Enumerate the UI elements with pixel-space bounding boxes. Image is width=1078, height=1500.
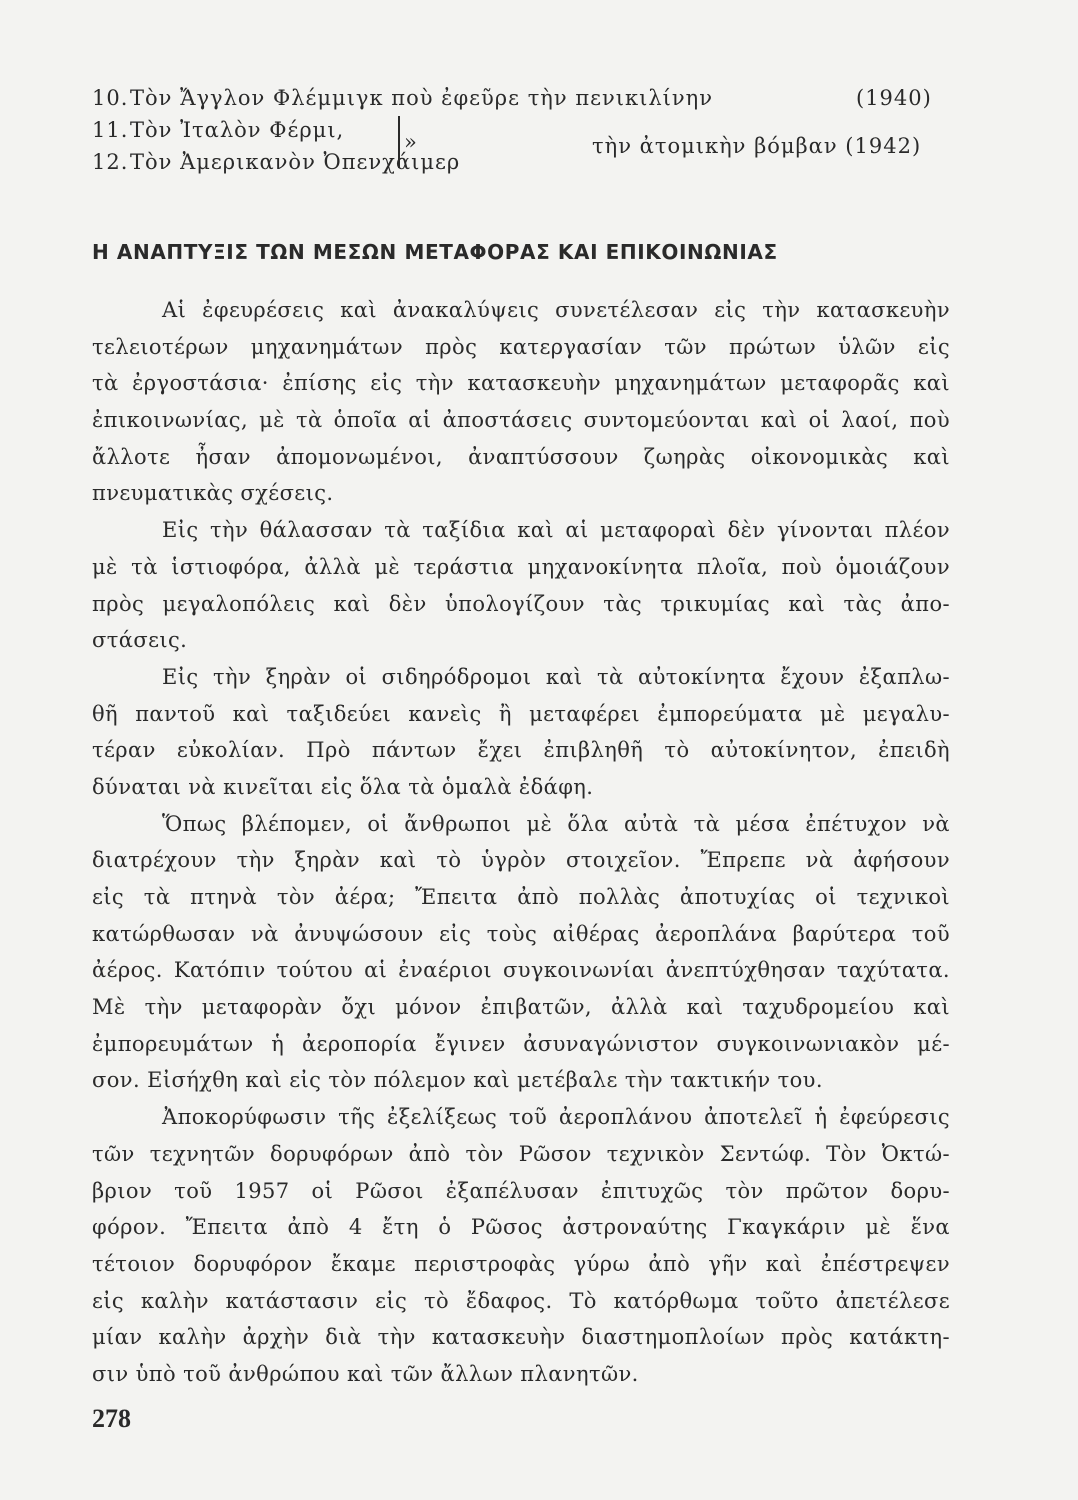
shared-invention-text: τὴν ἀτομικὴν βόμβαν (1942) (592, 134, 922, 158)
text-line: Αἱ ἐφευρέσεις καὶ ἀνακαλύψεις συνετέλεσαν εἰς τὴν κατασκευὴν (162, 298, 950, 322)
text-line: τῶν τεχνητῶν δορυφόρων ἀπὸ τὸν Ρῶσον τεχνικὸν Σεντώφ. Τὸν Ὀκτώ- (92, 1141, 950, 1166)
text-line: ἐμπορευμάτων ἡ ἀεροπορία ἔγινεν ἀσυναγώνιστον συγκοινωνιακὸν μέ- (92, 1031, 950, 1056)
text-line: κατώρθωσαν νὰ ἀνυψώσουν εἰς τοὺς αἰθέρας ἀεροπλάνα βαρύτερα τοῦ (92, 921, 950, 946)
list-item (92, 118, 344, 142)
grouping-brace (388, 116, 400, 168)
text-line: εἰς καλὴν κατάστασιν εἰς τὸ ἔδαφος. Τὸ κατόρθωμα τοῦτο ἀπετέλεσε (92, 1288, 950, 1313)
text-line: Ὅπως βλέπομεν, οἱ ἄνθρωποι μὲ ὅλα αὐτὰ τὰ μέσα ἐπέτυχον νὰ (162, 811, 950, 836)
text-line: φόρον. Ἔπειτα ἀπὸ 4 ἔτη ὁ Ρῶσος ἀστροναύτης Γκαγκάριν μὲ ἕνα (92, 1215, 950, 1240)
text-line: σιν ὑπὸ τοῦ ἀνθρώπου καὶ τῶν ἄλλων πλανητῶν. (92, 1361, 639, 1386)
list-item-number: 11. (92, 118, 129, 142)
text-line: στάσεις. (92, 628, 188, 653)
text-line: πνευματικὰς σχέσεις. (92, 481, 334, 506)
text-line: μὲ τὰ ἱστιοφόρα, ἀλλὰ μὲ τεράστια μηχανοκίνητα πλοῖα, ποὺ ὁμοιάζουν (92, 554, 950, 579)
text-line: μίαν καλὴν ἀρχὴν διὰ τὴν κατασκευὴν διαστημοπλοίων πρὸς κατάκτη- (92, 1325, 950, 1350)
text-line: πρὸς μεγαλοπόλεις καὶ δὲν ὑπολογίζουν τὰς τρικυμίας καὶ τὰς ἀπο- (92, 591, 950, 616)
text-line: σον. Εἰσήχθη καὶ εἰς τὸν πόλεμον καὶ μετέβαλε τὴν τακτικήν του. (92, 1068, 823, 1093)
page-number: 278 (92, 1404, 131, 1433)
text-line: τέραν εὐκολίαν. Πρὸ πάντων ἔχει ἐπιβληθῆ τὸ αὐτοκίνητον, ἐπειδὴ (92, 738, 950, 763)
list-item-text: Τὸν Ἰταλὸν Φέρμι, (130, 118, 345, 142)
section-heading: Η ΑΝΑΠΤΥΞΙΣ ΤΩΝ ΜΕΣΩΝ ΜΕΤΑΦΟΡΑΣ ΚΑΙ ΕΠΙΚΟΙΝΩΝΙΑΣ (92, 240, 778, 264)
text-line: Εἰς τὴν θάλασσαν τὰ ταξίδια καὶ αἱ μεταφοραὶ δὲν γίνονται πλέον (162, 518, 950, 543)
text-line: εἰς τὰ πτηνὰ τὸν ἀέρα; Ἔπειτα ἀπὸ πολλὰς ἀποτυχίας οἱ τεχνικοὶ (92, 885, 950, 909)
list-item-year: (1940) (856, 86, 932, 110)
text-line: τὰ ἐργοστάσια· ἐπίσης εἰς τὴν κατασκευὴν μηχανημάτων μεταφορᾶς καὶ (92, 371, 950, 396)
list-item-number: 10. (92, 86, 129, 110)
text-line: δύναται νὰ κινεῖται εἰς ὅλα τὰ ὁμαλὰ ἐδάφη. (92, 774, 594, 799)
text-line: διατρέχουν τὴν ξηρὰν καὶ τὸ ὑγρὸν στοιχεῖον. Ἔπρεπε νὰ ἀφήσουν (92, 848, 950, 873)
text-line: Εἰς τὴν ξηρὰν οἱ σιδηρόδρομοι καὶ τὰ αὐτοκίνητα ἔχουν ἐξαπλω- (162, 664, 950, 689)
text-line: τελειοτέρων μηχανημάτων πρὸς κατεργασίαν τῶν πρώτων ὑλῶν εἰς (92, 334, 950, 359)
text-line: ἐπικοινωνίας, μὲ τὰ ὁποῖα αἱ ἀποστάσεις συντομεύονται καὶ οἱ λαοί, ποὺ (92, 408, 950, 433)
text-line: τέτοιον δορυφόρον ἔκαμε περιστροφὰς γύρω ἀπὸ γῆν καὶ ἐπέστρεψεν (92, 1251, 950, 1276)
body-text (92, 292, 950, 1393)
list-item-number: 12. (92, 150, 129, 174)
list-item-text: Τὸν Ἀμερικανὸν Ὀπενχάιμερ (130, 150, 461, 174)
list-item (92, 86, 713, 110)
text-line: ἄλλοτε ἦσαν ἀπομονωμένοι, ἀναπτύσσουν ζωηρὰς οἰκονομικὰς καὶ (92, 444, 950, 469)
text-line: Ἀποκορύφωσιν τῆς ἐξελίξεως τοῦ ἀεροπλάνου ἀποτελεῖ ἡ ἐφεύρεσις (162, 1105, 950, 1130)
text-line: βριον τοῦ 1957 οἱ Ρῶσοι ἐξαπέλυσαν ἐπιτυχῶς τὸν πρῶτον δορυ- (92, 1178, 950, 1203)
text-line: Μὲ τὴν μεταφορὰν ὄχι μόνον ἐπιβατῶν, ἀλλὰ καὶ ταχυδρομείου καὶ (92, 995, 950, 1020)
text-line: ἀέρος. Κατόπιν τούτου αἱ ἐναέριοι συγκοινωνίαι ἀνεπτύχθησαν ταχύτατα. (92, 958, 950, 983)
text-line: θῆ παντοῦ καὶ ταξιδεύει κανεὶς ἢ μεταφέρει ἐμπορεύματα μὲ μεγαλυ- (92, 701, 950, 726)
list-item-text: Τὸν Ἄγγλον Φλέμμιγκ ποὺ ἐφεῦρε τὴν πενικιλίνην (130, 86, 714, 110)
ditto-mark: » (404, 130, 418, 154)
